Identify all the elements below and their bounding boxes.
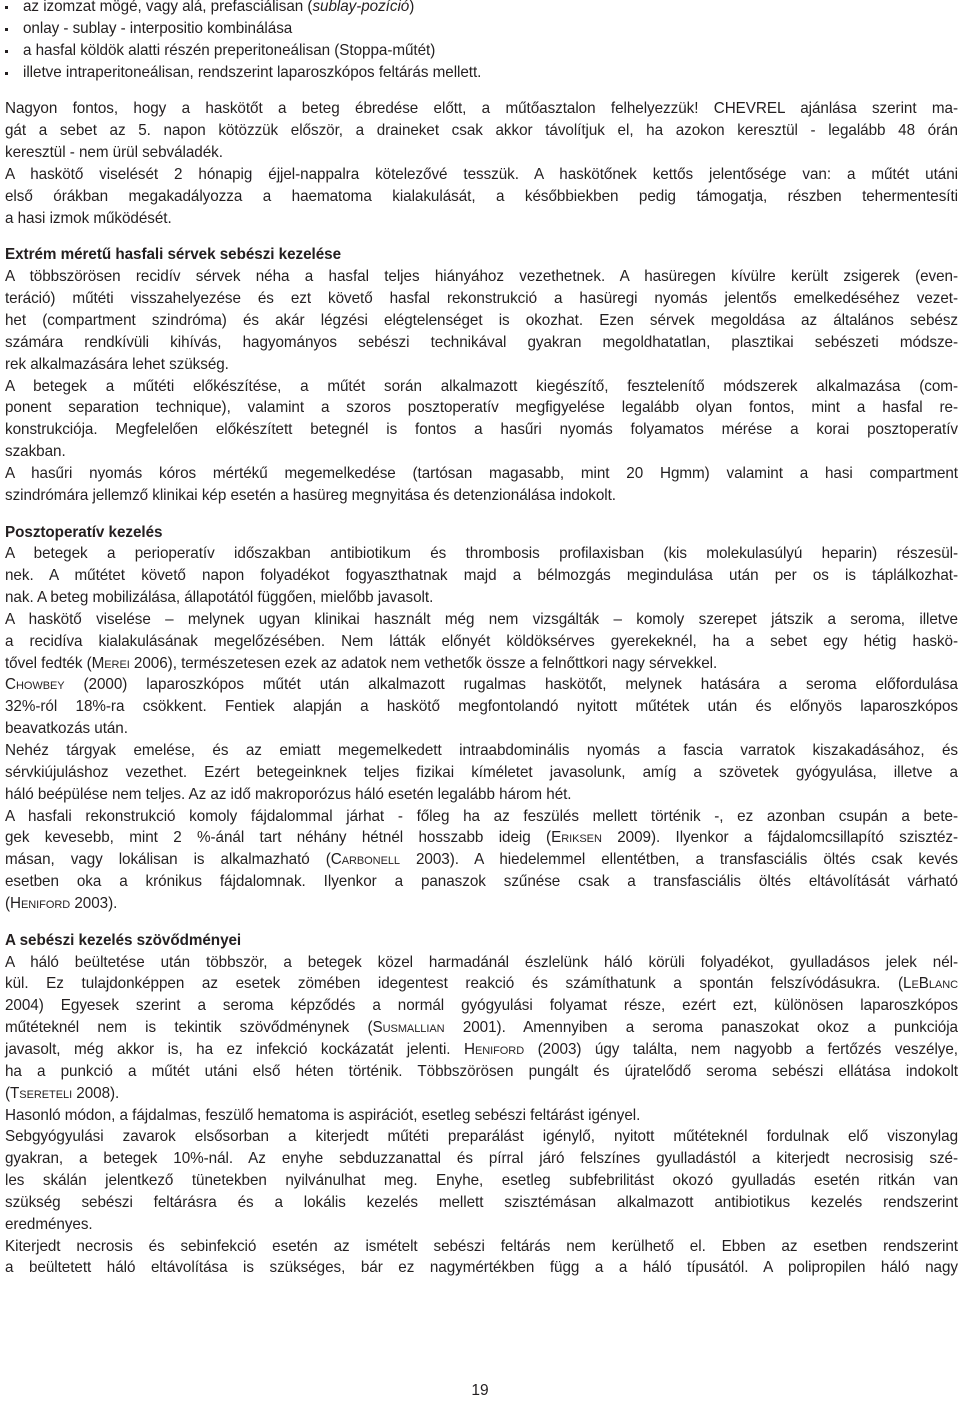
text-line: A betegek a műtéti előkészítése, a műtét során alkalmazott kiegészítő, fesztelenítő módszerek alkalmazása (com- [5, 377, 958, 395]
text-line: Nehéz tárgyak emelése, és az emiatt megemelkedett intraabdominális nyomás a fascia varratok kiszakadásához, és [5, 742, 958, 759]
bullet-list [5, 0, 958, 83]
bullet-item: a hasfal köldök alatti részén preperitoneálisan (Stoppa-műtét) [5, 40, 958, 62]
body-text [5, 83, 958, 1279]
text-line: a recidíva kialakulásának megelőzésében. Nem látták előnyét köldöksérves gyerekeknél, ha a sebet egy hétig haskö- [5, 632, 958, 650]
page-number: 19 [471, 1382, 489, 1399]
author-citation: Susmallian [372, 1019, 445, 1037]
text-line: javasolt, még akkor is, ha ez infekció kockázatát jelenti. Heniford (2003) úgy találta, nem nagyobb a fertőzés veszélye, [5, 1040, 958, 1058]
text-line: rek alkalmazására lehet szükség. [5, 355, 229, 373]
text-line: nak. A beteg mobilizálása, állapotától függően, mielőbb javasolt. [5, 589, 434, 607]
text-line: a beültetett háló eltávolítása is szükséges, bár ez nagymértékben függ a a háló típusától. A polipropilen háló nagy [5, 1259, 958, 1277]
text-line: A haskötő viselését 2 hónapig éjjel-nappalra kötelezővé tesszük. A haskötőnek kettős jelentősége van: a műtét utáni [5, 165, 958, 183]
text-line: műtéteknél nem is tekintik szövődménynek (Susmallian 2001). Amennyiben a seroma panaszokat okoz a punkciója [5, 1019, 958, 1037]
bullet-item: illetve intraperitoneálisan, rendszerint laparoszkópos feltárás mellett. [5, 62, 958, 84]
text-line: het (compartment szindróma) és akár légzési elégtelenséget is okozhat. Ezen sérvek megoldása az általános sebész [5, 311, 958, 329]
text-line: konstrukciója. Megfelelően előkészített betegnél is fontos a hasűri nyomás folyamatos mérése a korai posztoperatív [5, 421, 958, 439]
text-line: Kiterjedt necrosis és sebinfekció esetén az ismételt sebészi feltárás nem kerülhető el. Ebben az esetben rendszerint [5, 1237, 958, 1255]
author-citation: Carbonell [330, 851, 400, 869]
text-line: kül. Ez tulajdonképpen az esetek zömében idegentest reakció és számíthatunk a spontán felszívódásukra. (LeBlanc [5, 975, 958, 993]
section-heading: Extrém méretű hasfali sérvek sebészi kezelése [5, 246, 341, 264]
text-line: szakban. [5, 443, 66, 461]
text-line: ha a punkció a műtét utáni első héten történik. Többszörösen pungált és újratelődő seroma sebészi ellátása indokolt [5, 1062, 958, 1080]
text-line: nek. A műtétet követő napon folyadékot fogyaszthatnak majd a bélmozgás megindulása után per os is táplálkozhat- [5, 567, 958, 585]
text-line: beavatkozás után. [5, 720, 128, 738]
text-line: első órákban megakadályozza a haematoma kialakulását, a későbbiekben pedig támogatja, részben tehermentesíti [5, 187, 958, 205]
text-line: teráció) műtéti visszahelyezése és ezt követő hasfal rekonstrukció a hasüregi nyomás jelentős emelkedéséhez vezet- [5, 290, 958, 308]
author-citation: Eriksen [551, 829, 602, 847]
bullet-item: onlay - sublay - interpositio kombinálása [5, 18, 958, 40]
text-line: számára rendkívüli kihívás, hagyományos sebészi technikával gyakran megoldhatatlan, plasztikai sebészeti módsze- [5, 333, 958, 351]
text-line: 32%-ról 18%-ra csökkent. Fentiek alapján a haskötő megfontolandó nyitott műtétek után és előnyös laparoszkópos [5, 698, 958, 716]
text-line: A többszörösen recidív sérvek néha a hasfal teljes hiányához vezethetnek. A hasüregen kívülre került zsigerek (even- [5, 268, 958, 286]
bullet-item: az izomzat mögé, vagy alá, prefasciálisan (sublay-pozíció) [5, 0, 958, 18]
text-line: Nagyon fontos, hogy a haskötőt a beteg ébredése előtt, a műtőasztalon felhelyezzük! CHEVREL ajánlása szerint ma- [5, 100, 958, 118]
text-line: A betegek a perioperatív időszakban antibiotikum és thrombosis profilaxisban (kis molekulasúlyú heparin) részesül- [5, 545, 958, 563]
text-line: háló beépülése nem teljes. Az az idő makroporózus háló esetén legalább három hét. [5, 785, 572, 803]
text-line: tővel fedték (Merei 2006), természetesen ezek az adatok nem vethetők össze a felnőttkori nagy sérvekkel. [5, 654, 718, 672]
document-page [5, 0, 958, 1279]
text-line: a hasi izmok működését. [5, 209, 172, 227]
text-line: Chowbey (2000) laparoszkópos műtét után alkalmazott rugalmas haskötőt, melynek hatására a seroma előfordulása [5, 676, 958, 694]
text-line: szükség sebészi feltárásra és a lokális kezelés mellett szisztémásan alkalmazott antibiotikus kezelés rendszerint [5, 1193, 958, 1211]
text-line: szindrómára jellemző klinikai kép esetén a hasüreg megnyitása és detenzionálása indokolt. [5, 486, 616, 504]
text-line: A haskötő viselése – melynek ugyan klinikai használt még nem vizsgálták – komoly szerepet játszik a seroma, illetve [5, 610, 958, 628]
text-line: (Tsereteli 2008). [5, 1084, 120, 1102]
text-line: Sebgyógyulási zavarok elsősorban a kiterjedt műtéti preparálást igénylő, nyitott műtéteknél fordulnak elő viszonylag [5, 1128, 958, 1146]
text-line: Hasonló módon, a fájdalmas, feszülő hematoma is aspirációt, esetleg sebészi feltárást igényel. [5, 1106, 641, 1124]
author-citation: LeBlanc [903, 975, 958, 993]
text-line: A hasűri nyomás kóros mértékű megemelkedése (tartósan magasabb, mint 20 Hgmm) valamint a hasi compartment [5, 464, 958, 482]
text-line: gyakran, a betegek 10%-nál. Az enyhe sebduzzanattal és pírral járó felszínes gyulladástól a kiterjedt necrosisig szé- [5, 1150, 958, 1168]
text-line: gát a sebet az 5. napon kötözzük először, a draineket csak akkor távolítjuk el, ha azokon keresztül - legalább 48 órán [5, 122, 958, 140]
text-line: sérvkiújuláshoz vezethet. Ezért betegeinknek teljes fizikai kíméletet javasolunk, amíg a szövetek gyógyulása, illetve a [5, 763, 958, 781]
text-line: gek kevesebb, mint 2 %-ánál tart néhány hétnél hosszabb ideig (Eriksen 2009). Ilyenkor a fájdalomcsillapító szisztéz- [5, 829, 958, 847]
text-line: A háló beültetése után többször, a betegek közel harmadánál észlelünk háló körüli folyadékot, gyulladásos jelek nél- [5, 953, 958, 971]
text-line: eredményes. [5, 1215, 93, 1233]
section-heading: Posztoperatív kezelés [5, 523, 163, 541]
author-citation: Tsereteli [10, 1084, 73, 1102]
text-line: másan, vagy lokálisan is alkalmazható (Carbonell 2003). A hiedelemmel ellentétben, a transfasciális öltés csak kevés [5, 851, 958, 869]
author-citation: Chowbey [5, 676, 65, 694]
text-line: (Heniford 2003). [5, 894, 118, 912]
author-citation: Heniford [10, 894, 71, 912]
text-line: les skálán jelentkező tünetekben nyilvánulhat meg. Enyhe, esetleg subfebrilitást okozó gyulladás esetén ritkán van [5, 1172, 958, 1190]
author-citation: Heniford [463, 1040, 525, 1058]
text-line: keresztül - nem ürül sebváladék. [5, 144, 223, 162]
text-line: A hasfali rekonstrukció komoly fájdalommal járhat - főleg ha az feszülés mellett történik -, ez azonban csupán a bete- [5, 807, 958, 825]
author-citation: Merei [91, 654, 130, 672]
text-line: ponent separation technique), valamint a szoros posztoperatív megfigyelése legalább olyan fontos, mint a hasfal re- [5, 399, 958, 417]
text-line: 2004) Egyesek szerint a seroma képződés a normál gyógyulási folyamat része, ezért ezt, különösen laparoszkópos [5, 997, 958, 1015]
text-line: esetben oka a krónikus fájdalomnak. Ilyenkor a panaszok szűnése csak a transfasciális öltés eltávolítását várható [5, 873, 958, 891]
section-heading: A sebészi kezelés szövődményei [5, 931, 242, 949]
